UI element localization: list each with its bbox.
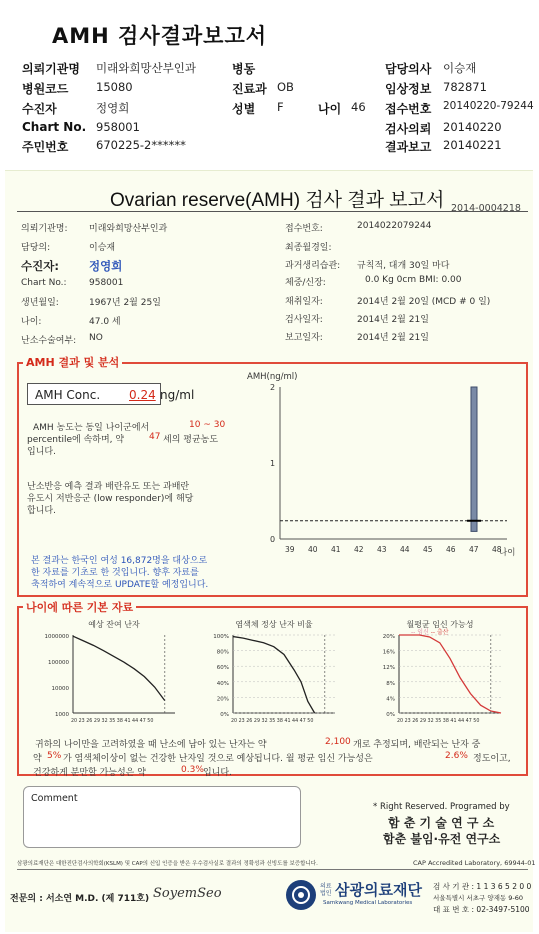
analysis-text: 입니다.: [27, 447, 56, 457]
x-tick-label: 39: [285, 545, 295, 554]
label-patient: 수진자: [22, 102, 57, 116]
value-chart-no: 958001: [96, 120, 140, 134]
chart-title: 염색체 정상 난자 비율: [235, 620, 313, 629]
equivalent-age: 47: [149, 432, 161, 442]
summary-text: 건강하게 분만할 가능성은 약: [33, 768, 146, 778]
y-tick-label: 0: [270, 535, 276, 544]
y-tick-label: 1000000: [44, 634, 69, 640]
amh-age-chart: [235, 367, 525, 592]
y-tick-label: 40%: [216, 680, 229, 687]
info-value: NO: [89, 333, 103, 343]
info-value: 958001: [89, 278, 124, 288]
data-note: 한 자료를 기초로 한 것입니다. 향후 자료를: [31, 568, 199, 578]
x-tick-label: 45: [423, 545, 433, 554]
y-tick-label: 1000: [55, 712, 69, 718]
info-label: 검사일자:: [285, 315, 323, 325]
summary-text: 입니다.: [203, 768, 232, 778]
value-patient: 정영희: [96, 101, 130, 115]
y-tick-label: 100000: [48, 660, 69, 666]
y-tick-label: 1: [270, 459, 276, 468]
pregnancy-chance-chart: [361, 617, 511, 729]
phone: 대 표 번 호 : 02-3497-5100: [433, 905, 530, 914]
sheet-title: Ovarian reserve(AMH) 검사 결과 보고서: [110, 190, 445, 211]
analysis-text: percentile에 속하며, 약: [27, 435, 125, 445]
samkwang-logo-icon: [285, 879, 317, 911]
label-doctor: 담당의사: [385, 62, 432, 76]
report-number: 2014-0004218: [451, 203, 521, 214]
value-hospital-code: 15080: [96, 80, 133, 94]
label-request-date: 검사의뢰: [385, 122, 432, 136]
summary-text: 가 염색체이상이 없는 건강한 난자일 것으로 예상됩니다. 월 평균 임신 가능성은: [63, 754, 373, 764]
label-age: 나이: [318, 102, 342, 116]
label-chart-no: Chart No.: [22, 120, 87, 134]
x-axis-label: 나이: [499, 548, 516, 558]
x-tick-label: 41: [331, 545, 341, 554]
x-tick-label: 44: [400, 545, 410, 554]
y-tick-label: 10000: [51, 686, 69, 692]
info-value: 미래와희망산부인과: [89, 224, 168, 234]
summary-text: 약: [33, 754, 42, 764]
cap-text: CAP Accredited Laboratory, 69944-01: [413, 859, 536, 867]
y-tick-label: 0%: [220, 712, 229, 718]
y-tick-label: 20%: [382, 634, 395, 640]
value-request-date: 20140220: [443, 120, 502, 134]
data-line: [233, 637, 315, 713]
chart-title: 예상 잔여 난자: [88, 620, 140, 629]
y-tick-label: 16%: [382, 649, 395, 656]
legend-item: -- 임신: [411, 629, 429, 636]
summary-text: 개로 추정되며, 배란되는 난자 중: [353, 740, 481, 750]
info-value: 2014년 2월 21일: [357, 333, 429, 343]
amh-section-title: AMH 결과 및 분석: [23, 354, 122, 370]
basic-section-title: 나이에 따른 기본 자료: [23, 599, 136, 615]
info-value: 2014년 2월 20일 (MCD # 0 일): [357, 297, 491, 307]
institution-code: 검 사 기 관 : 1 1 3 6 5 2 0 0: [433, 882, 532, 891]
response-text: 합니다.: [27, 506, 56, 516]
label-clinical-info: 임상정보: [385, 82, 432, 96]
y-tick-label: 4%: [386, 696, 395, 703]
data-line: [73, 636, 165, 700]
normal-egg-pct: 5%: [47, 751, 62, 761]
doctor-signature: SoyemSeo: [153, 886, 222, 901]
rights-text: * Right Reserved. Programed by: [373, 802, 510, 812]
patient-name: 정영희: [89, 259, 123, 273]
logo-name: 삼광의료재단: [335, 881, 422, 899]
label-department: 진료과: [232, 82, 267, 96]
info-label: 과거생리습관:: [285, 261, 341, 271]
footer-divider: [17, 869, 528, 870]
remaining-eggs-value: 2,100: [325, 737, 351, 747]
percentile-range: 10 ~ 30: [189, 420, 226, 430]
info-value: 이승재: [89, 243, 116, 253]
y-tick-label: 60%: [216, 665, 229, 672]
data-line: [399, 635, 501, 713]
response-text: 난소반응 예측 결과 배란유도 또는 과배란: [27, 482, 190, 492]
x-tick-label: 46: [446, 545, 456, 554]
x-tick-label: 47: [469, 545, 479, 554]
label-hospital-code: 병원코드: [22, 82, 69, 96]
info-value: 0.0 Kg 0cm BMI: 0.00: [365, 275, 462, 285]
y-tick-label: 20%: [216, 696, 229, 703]
label-institution: 의뢰기관명: [22, 62, 80, 76]
x-tick-label: 43: [377, 545, 387, 554]
analysis-text: AMH 농도는 동일 나이군에서: [33, 423, 150, 433]
y-tick-label: 80%: [216, 649, 229, 656]
report-title: AMH 검사결과보고서: [52, 24, 268, 48]
value-institution: 미래와희망산부인과: [96, 61, 196, 75]
patient-label: 수진자:: [21, 259, 59, 273]
normal-egg-ratio-chart: [195, 617, 345, 729]
remaining-eggs-chart: [35, 617, 183, 729]
birth-pct: 0.3%: [181, 765, 204, 775]
y-tick-label: 2: [270, 383, 276, 392]
info-value: 2014년 2월 21일: [357, 315, 429, 325]
info-label: 난소수술여부:: [21, 336, 77, 346]
value-doctor: 이승재: [443, 61, 477, 75]
label-receipt-no: 접수번호: [385, 102, 432, 116]
logo-small-text: 의료 법인: [320, 883, 332, 897]
summary-text: 정도이고,: [473, 754, 511, 764]
data-note: 축적하여 계속적으로 UPDATE할 예정입니다.: [31, 580, 209, 590]
label-resident-no: 주민번호: [22, 140, 69, 154]
logo-en: Samkwang Medical Laboratories: [323, 900, 413, 906]
info-label: 담당의:: [21, 243, 51, 253]
x-tick-labels: 20 23 26 29 32 35 38 41 44 47 50: [231, 719, 314, 724]
info-label: 의뢰기관명:: [21, 224, 68, 234]
info-label: 채취일자:: [285, 297, 323, 307]
info-value: 2014022079244: [357, 221, 432, 231]
chart-title: 월평균 임신 가능성: [406, 620, 474, 629]
address: 서울특별시 서초구 양재동 9-60: [433, 894, 524, 902]
x-tick-label: 42: [354, 545, 364, 554]
info-value: 1967년 2월 25일: [89, 298, 161, 308]
info-label: 보고일자:: [285, 333, 323, 343]
info-value: 규칙적, 대개 30일 마다: [357, 261, 450, 271]
info-label: 생년월일:: [21, 298, 59, 308]
comment-label: Comment: [31, 793, 78, 804]
value-clinical-info: 782871: [443, 80, 487, 94]
report-sheet: [5, 170, 536, 932]
x-tick-label: 40: [308, 545, 318, 554]
y-tick-label: 0%: [386, 712, 395, 718]
conc-unit: ng/ml: [160, 388, 195, 402]
conc-value: 0.24: [129, 388, 156, 402]
label-ward: 병동: [232, 62, 256, 76]
y-tick-label: 100%: [213, 634, 229, 640]
info-label: Chart No.:: [21, 278, 67, 288]
legend: [411, 628, 449, 636]
x-tick-label: 48: [492, 545, 502, 554]
certification-text: 삼광의료재단은 대한진단검사의학회(KSLM) 및 CAP의 신입 인증을 받은 우수검사실로 결과의 정확성과 신빙도를 보증합니다.: [17, 861, 318, 867]
title-divider: [17, 211, 528, 212]
legend-item: -- 출산: [428, 629, 449, 636]
conc-label: AMH Conc.: [35, 388, 101, 402]
value-age: 46: [351, 100, 366, 114]
x-tick-labels: 20 23 26 29 32 35 38 41 44 47 50: [397, 719, 480, 724]
data-note: 본 결과는 한국인 여성 16,872명을 대상으로: [31, 556, 208, 566]
org-name-1: 함 춘 기 술 연 구 소: [388, 816, 495, 830]
doctor-name: 전문의 : 서소연 M.D. (제 711호): [10, 894, 150, 904]
x-tick-labels: 20 23 26 29 32 35 38 41 44 47 50: [71, 719, 154, 724]
info-label: 최종월경일:: [285, 243, 332, 253]
info-label: 접수번호:: [285, 224, 323, 234]
value-resident-no: 670225-2******: [96, 138, 186, 152]
info-label: 체중/신장:: [285, 278, 326, 288]
y-axis-label: AMH(ng/ml): [247, 372, 298, 382]
y-tick-label: 8%: [386, 680, 395, 687]
response-text: 유도시 저반응군 (low responder)에 해당: [27, 494, 194, 504]
info-value: 47.0 세: [89, 317, 121, 327]
info-label: 나이:: [21, 317, 42, 327]
y-tick-label: 12%: [382, 665, 395, 672]
summary-text: 귀하의 나이만을 고려하였을 때 난소에 남아 있는 난자는 약: [35, 740, 267, 750]
org-name-2: 함춘 불임·유전 연구소: [383, 832, 501, 846]
value-department: OB: [277, 80, 294, 94]
analysis-text: 세의 평균농도: [163, 435, 219, 445]
label-report-date: 결과보고: [385, 140, 432, 154]
label-sex: 성별: [232, 102, 256, 116]
value-report-date: 20140221: [443, 138, 502, 152]
age-range-bar: [471, 387, 477, 531]
pregnancy-pct: 2.6%: [445, 751, 468, 761]
value-sex: F: [277, 100, 284, 114]
value-receipt-no: 20140220-79244: [443, 100, 534, 112]
